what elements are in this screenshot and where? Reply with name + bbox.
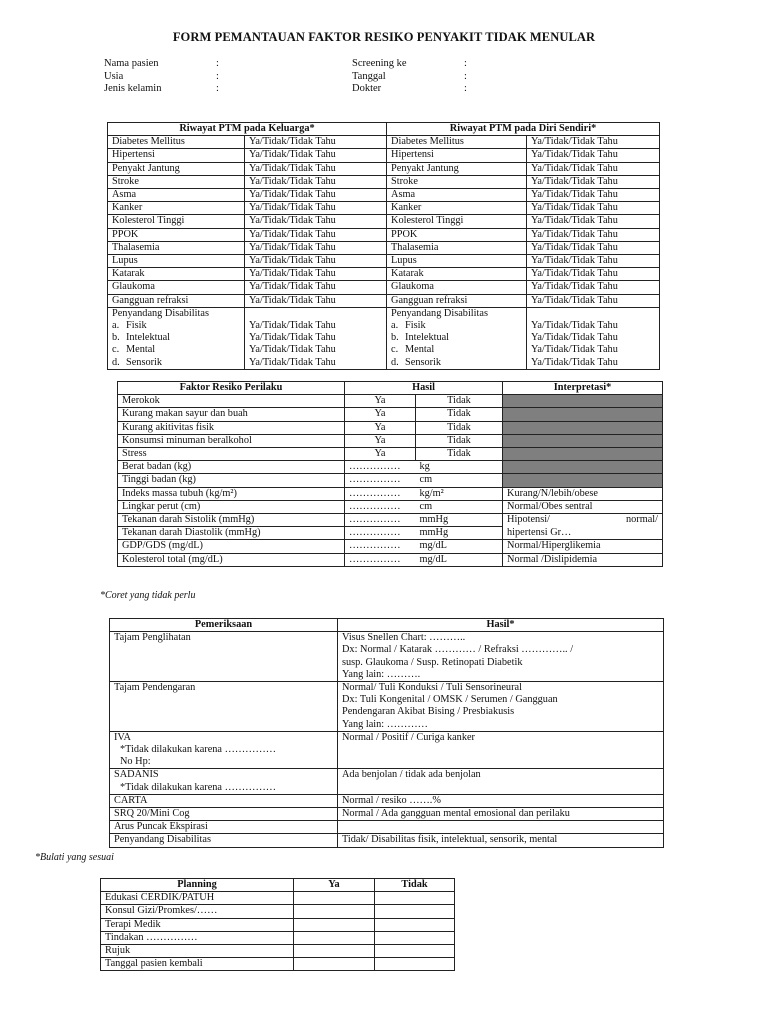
pemeriksaan-hasil-cell[interactable] (338, 682, 664, 732)
riwayat-diri-answer[interactable]: Ya/Tidak/Tidak Tahu (527, 149, 660, 162)
riwayat-keluarga-item: Stroke (108, 175, 245, 188)
hasil-header: Hasil (345, 382, 503, 395)
planning-table (100, 878, 455, 971)
riwayat-diri-header: Riwayat PTM pada Diri Sendiri* (387, 123, 660, 136)
disabilitas-type: Mental (126, 344, 156, 356)
riwayat-keluarga-answer[interactable]: Ya/Tidak/Tidak Tahu (245, 149, 387, 162)
pemeriksaan-row (110, 682, 664, 732)
interpretasi-shaded-cell (503, 408, 663, 421)
riwayat-diri-answer[interactable]: Ya/Tidak/Tidak Tahu (527, 202, 660, 215)
riwayat-diri-item: Kolesterol Tinggi (387, 215, 527, 228)
pengukuran-label: Lingkar perut (cm) (118, 500, 345, 513)
planning-ya-cell[interactable] (294, 945, 375, 958)
pengukuran-label: Berat badan (kg) (118, 461, 345, 474)
interpretasi-shaded-cell (503, 448, 663, 461)
planning-ya-cell[interactable] (294, 892, 375, 905)
riwayat-diri-answer[interactable]: Ya/Tidak/Tidak Tahu (527, 175, 660, 188)
pemeriksaan-hasil-line[interactable]: Normal/ Tuli Konduksi / Tuli Sensorineural (342, 682, 522, 694)
pemeriksaan-label: Tajam Penglihatan (114, 632, 191, 644)
pengukuran-label: Indeks massa tubuh (kg/m²) (118, 487, 345, 500)
disabilitas-answer[interactable]: Ya/Tidak/Tidak Tahu (527, 320, 660, 332)
note-coret: *Coret yang tidak perlu (100, 590, 196, 601)
pengukuran-row (118, 461, 663, 474)
riwayat-row (108, 162, 660, 175)
planning-tidak-cell[interactable] (375, 931, 455, 944)
pengukuran-label: Tekanan darah Diastolik (mmHg) (118, 527, 345, 540)
pemeriksaan-hasil-line[interactable]: Yang lain: ………… (342, 718, 428, 730)
perilaku-row (118, 408, 663, 421)
tidak-option[interactable]: Tidak (416, 421, 503, 434)
riwayat-diri-answer[interactable]: Ya/Tidak/Tidak Tahu (527, 136, 660, 149)
pemeriksaan-label-cell (110, 808, 338, 821)
riwayat-diri-item: Stroke (387, 175, 527, 188)
perilaku-row (118, 434, 663, 447)
ya-option[interactable]: Ya (345, 395, 416, 408)
planning-item: Terapi Medik (101, 918, 294, 931)
interpretasi-shaded-cell (503, 461, 663, 474)
pemeriksaan-hasil-line[interactable]: Tidak/ Disabilitas fisik, intelektual, sensorik, mental (342, 834, 558, 846)
riwayat-diri-item: Diabetes Mellitus (387, 136, 527, 149)
riwayat-row (108, 189, 660, 202)
riwayat-keluarga-answer[interactable]: Ya/Tidak/Tidak Tahu (245, 215, 387, 228)
planning-ya-cell[interactable] (294, 905, 375, 918)
planning-row (101, 958, 455, 971)
disabilitas-marker: c. (112, 344, 120, 356)
interpretasi-header: Interpretasi* (503, 382, 663, 395)
disabilitas-answer[interactable]: Ya/Tidak/Tidak Tahu (527, 344, 660, 356)
pengukuran-dots[interactable]: …………… (345, 461, 416, 474)
tidak-option[interactable]: Tidak (416, 448, 503, 461)
pemeriksaan-label: *Tidak dilakukan karena …………… (120, 781, 277, 793)
disabilitas-label: Penyandang Disabilitas (387, 307, 527, 320)
patient-info-right (352, 58, 478, 96)
planning-ya-cell[interactable] (294, 918, 375, 931)
planning-tidak-cell[interactable] (375, 958, 455, 971)
pemeriksaan-row (110, 808, 664, 821)
riwayat-diri-answer[interactable]: Ya/Tidak/Tidak Tahu (527, 228, 660, 241)
riwayat-keluarga-item: Gangguan refraksi (108, 294, 245, 307)
pengukuran-dots[interactable]: …………… (345, 500, 416, 513)
planning-tidak-header: Tidak (375, 879, 455, 892)
ya-option[interactable]: Ya (345, 421, 416, 434)
pemeriksaan-hasil-line[interactable]: susp. Glaukoma / Susp. Retinopati Diabetik (342, 656, 523, 668)
disabilitas-answer[interactable]: Ya/Tidak/Tidak Tahu (527, 332, 660, 344)
planning-row (101, 945, 455, 958)
pemeriksaan-row (110, 834, 664, 847)
planning-tidak-cell[interactable] (375, 905, 455, 918)
disabilitas-empty (245, 307, 387, 320)
riwayat-diri-item: PPOK (387, 228, 527, 241)
field-label: Dokter (352, 83, 382, 94)
pemeriksaan-hasil-cell[interactable] (338, 821, 664, 834)
interpretasi-text[interactable]: Normal /Dislipidemia (503, 553, 663, 566)
patient-info-row (104, 71, 230, 84)
interpretasi-text[interactable]: hipertensi Gr… (503, 527, 663, 540)
perilaku-label: Konsumsi minuman beralkohol (118, 434, 345, 447)
interpretasi-shaded-cell (503, 434, 663, 447)
pemeriksaan-table (109, 618, 664, 848)
pengukuran-dots[interactable]: …………… (345, 487, 416, 500)
riwayat-diri-answer[interactable]: Ya/Tidak/Tidak Tahu (527, 268, 660, 281)
disabilitas-type: Intelektual (126, 332, 171, 344)
pemeriksaan-hasil-line[interactable]: Pendengaran Akibat Bising / Presbiakusis (342, 706, 515, 718)
pengukuran-unit: mg/dL (416, 540, 503, 553)
pemeriksaan-hasil-cell[interactable] (338, 632, 664, 682)
tidak-option[interactable]: Tidak (416, 408, 503, 421)
pemeriksaan-row (110, 731, 664, 769)
riwayat-keluarga-answer[interactable]: Ya/Tidak/Tidak Tahu (245, 255, 387, 268)
riwayat-row (108, 202, 660, 215)
pemeriksaan-hasil-cell[interactable] (338, 834, 664, 847)
planning-item: Rujuk (101, 945, 294, 958)
pemeriksaan-label-cell (110, 682, 338, 732)
pemeriksaan-label-cell (110, 834, 338, 847)
riwayat-keluarga-answer[interactable]: Ya/Tidak/Tidak Tahu (245, 241, 387, 254)
disabilitas-marker: b. (391, 332, 399, 344)
pemeriksaan-hasil-cell[interactable] (338, 808, 664, 821)
riwayat-diri-item: Gangguan refraksi (387, 294, 527, 307)
pemeriksaan-label: CARTA (114, 794, 148, 806)
perilaku-label: Kurang makan sayur dan buah (118, 408, 345, 421)
planning-ya-cell[interactable] (294, 931, 375, 944)
disabilitas-item (387, 320, 527, 332)
ya-option[interactable]: Ya (345, 448, 416, 461)
pengukuran-unit: cm (416, 500, 503, 513)
disabilitas-marker: d. (112, 356, 120, 368)
planning-header: Planning (101, 879, 294, 892)
riwayat-keluarga-item: Katarak (108, 268, 245, 281)
riwayat-row (108, 268, 660, 281)
planning-tidak-cell[interactable] (375, 892, 455, 905)
interpretasi-text[interactable]: Hipotensi/ (507, 514, 550, 526)
riwayat-diri-item: Hipertensi (387, 149, 527, 162)
riwayat-diri-item: Penyakt Jantung (387, 162, 527, 175)
pemeriksaan-hasil-line[interactable]: Ada benjolan / tidak ada benjolan (342, 769, 481, 781)
pengukuran-row (118, 487, 663, 500)
planning-row (101, 892, 455, 905)
pengukuran-unit: mg/dL (416, 553, 503, 566)
pengukuran-dots[interactable]: …………… (345, 474, 416, 487)
riwayat-row (108, 136, 660, 149)
faktor-header: Faktor Resiko Perilaku (118, 382, 345, 395)
riwayat-disabilitas-header-row (108, 307, 660, 320)
tidak-option[interactable]: Tidak (416, 434, 503, 447)
planning-ya-cell[interactable] (294, 958, 375, 971)
perilaku-row (118, 448, 663, 461)
riwayat-disabilitas-row (108, 320, 660, 332)
pengukuran-dots[interactable]: …………… (345, 514, 416, 527)
planning-item: Konsul Gizi/Promkes/…… (101, 905, 294, 918)
pengukuran-dots[interactable]: …………… (345, 540, 416, 553)
pemeriksaan-hasil-line[interactable]: Yang lain: ………. (342, 668, 421, 680)
disabilitas-answer[interactable]: Ya/Tidak/Tidak Tahu (245, 344, 387, 356)
interpretasi-cell (503, 514, 663, 527)
form-title: FORM PEMANTAUAN FAKTOR RESIKO PENYAKIT TIDAK MENULAR (172, 30, 596, 44)
riwayat-row (108, 149, 660, 162)
planning-row (101, 918, 455, 931)
pemeriksaan-hasil-line[interactable]: Visus Snellen Chart: ……….. (342, 632, 466, 644)
riwayat-keluarga-answer[interactable]: Ya/Tidak/Tidak Tahu (245, 281, 387, 294)
field-label: Tanggal (352, 70, 386, 82)
disabilitas-marker: d. (391, 356, 399, 368)
pemeriksaan-label-cell (110, 731, 338, 769)
disabilitas-item (387, 357, 527, 370)
perilaku-label: Merokok (118, 395, 345, 408)
riwayat-diri-item: Kanker (387, 202, 527, 215)
interpretasi-text[interactable]: Kurang/N/lebih/obese (503, 487, 663, 500)
riwayat-diri-answer[interactable]: Ya/Tidak/Tidak Tahu (527, 189, 660, 202)
riwayat-row (108, 228, 660, 241)
interpretasi-shaded-cell (503, 395, 663, 408)
field-colon[interactable]: : (216, 58, 219, 69)
pemeriksaan-hasil-line[interactable]: Dx: Normal / Katarak ………… / Refraksi ………….. / (342, 644, 574, 656)
riwayat-keluarga-answer[interactable]: Ya/Tidak/Tidak Tahu (245, 228, 387, 241)
field-label: Jenis kelamin (104, 83, 162, 94)
interpretasi-text[interactable]: normal/ (625, 514, 659, 526)
interpretasi-text[interactable]: Normal/Hiperglikemia (503, 540, 663, 553)
disabilitas-type: Intelektual (405, 332, 450, 344)
pengukuran-unit: cm (416, 474, 503, 487)
disabilitas-type: Fisik (126, 320, 147, 332)
field-colon[interactable]: : (464, 58, 467, 69)
perilaku-row (118, 395, 663, 408)
riwayat-table (107, 122, 660, 370)
riwayat-keluarga-item: Kolesterol Tinggi (108, 215, 245, 228)
field-label: Screening ke (352, 58, 407, 69)
pengukuran-unit: mmHg (416, 514, 503, 527)
field-label: Usia (104, 70, 124, 82)
disabilitas-item (387, 332, 527, 344)
pemeriksaan-hasil-line[interactable]: Normal / resiko …….% (342, 794, 441, 806)
pemeriksaan-label-cell (110, 794, 338, 807)
disabilitas-type: Mental (405, 344, 435, 356)
planning-tidak-cell[interactable] (375, 918, 455, 931)
perilaku-label: Stress (118, 448, 345, 461)
riwayat-diri-answer[interactable]: Ya/Tidak/Tidak Tahu (527, 162, 660, 175)
patient-info-row (352, 58, 478, 71)
ya-option[interactable]: Ya (345, 408, 416, 421)
disabilitas-marker: a. (391, 320, 399, 332)
pengukuran-unit: kg (416, 461, 503, 474)
field-colon[interactable]: : (216, 83, 219, 94)
pemeriksaan-header: Pemeriksaan (110, 619, 338, 632)
disabilitas-answer[interactable]: Ya/Tidak/Tidak Tahu (245, 320, 387, 332)
pengukuran-label: Tinggi badan (kg) (118, 474, 345, 487)
riwayat-disabilitas-row (108, 332, 660, 344)
riwayat-row (108, 241, 660, 254)
pemeriksaan-label: SADANIS (114, 769, 159, 781)
riwayat-keluarga-item: Kanker (108, 202, 245, 215)
disabilitas-type: Fisik (405, 320, 426, 332)
field-label: Nama pasien (104, 58, 159, 69)
riwayat-diri-item: Thalasemia (387, 241, 527, 254)
riwayat-row (108, 175, 660, 188)
perilaku-label: Kurang akitivitas fisik (118, 421, 345, 434)
pengukuran-unit: kg/m² (416, 487, 503, 500)
riwayat-keluarga-item: Penyakt Jantung (108, 162, 245, 175)
pengukuran-label: Kolesterol total (mg/dL) (118, 553, 345, 566)
pengukuran-label: Tekanan darah Sistolik (mmHg) (118, 514, 345, 527)
disabilitas-item (387, 344, 527, 356)
pemeriksaan-row (110, 794, 664, 807)
patient-info-row (352, 71, 478, 84)
planning-item: Tindakan …………… (101, 931, 294, 944)
pemeriksaan-label: No Hp: (120, 756, 151, 768)
riwayat-row (108, 255, 660, 268)
pengukuran-row (118, 474, 663, 487)
pemeriksaan-hasil-line[interactable]: Dx: Tuli Kongenital / OMSK / Serumen / Gangguan (342, 694, 558, 706)
riwayat-diri-answer[interactable]: Ya/Tidak/Tidak Tahu (527, 241, 660, 254)
riwayat-keluarga-answer[interactable]: Ya/Tidak/Tidak Tahu (245, 189, 387, 202)
riwayat-disabilitas-row (108, 344, 660, 356)
pengukuran-row (118, 527, 663, 540)
pemeriksaan-label: IVA (114, 731, 131, 743)
pemeriksaan-label: *Tidak dilakukan karena …………… (120, 744, 277, 756)
pemeriksaan-hasil-cell[interactable] (338, 769, 664, 794)
riwayat-keluarga-item: PPOK (108, 228, 245, 241)
field-colon[interactable]: : (216, 70, 219, 82)
ya-option[interactable]: Ya (345, 434, 416, 447)
disabilitas-answer[interactable]: Ya/Tidak/Tidak Tahu (245, 332, 387, 344)
interpretasi-shaded-cell (503, 474, 663, 487)
field-colon[interactable]: : (464, 70, 467, 82)
disabilitas-item (108, 332, 245, 344)
field-colon[interactable]: : (464, 83, 467, 94)
pemeriksaan-hasil-cell[interactable] (338, 794, 664, 807)
planning-item: Tanggal pasien kembali (101, 958, 294, 971)
pemeriksaan-row (110, 821, 664, 834)
disabilitas-answer[interactable]: Ya/Tidak/Tidak Tahu (245, 357, 387, 370)
planning-tidak-cell[interactable] (375, 945, 455, 958)
riwayat-disabilitas-row (108, 357, 660, 370)
pemeriksaan-hasil-line[interactable]: Normal / Positif / Curiga kanker (342, 731, 475, 743)
riwayat-row (108, 215, 660, 228)
pemeriksaan-label: Penyandang Disabilitas (114, 834, 211, 846)
disabilitas-label: Penyandang Disabilitas (108, 307, 245, 320)
riwayat-diri-item: Katarak (387, 268, 527, 281)
patient-info-row (104, 58, 230, 71)
riwayat-keluarga-item: Hipertensi (108, 149, 245, 162)
pengukuran-label: GDP/GDS (mg/dL) (118, 540, 345, 553)
perilaku-row (118, 421, 663, 434)
disabilitas-item (108, 320, 245, 332)
pemeriksaan-label: Arus Puncak Ekspirasi (114, 821, 208, 833)
pengukuran-row (118, 553, 663, 566)
pemeriksaan-hasil-line[interactable] (342, 821, 659, 833)
riwayat-diri-answer[interactable]: Ya/Tidak/Tidak Tahu (527, 215, 660, 228)
riwayat-diri-answer[interactable]: Ya/Tidak/Tidak Tahu (527, 281, 660, 294)
patient-info-row (104, 83, 230, 96)
pemeriksaan-hasil-header: Hasil* (338, 619, 664, 632)
riwayat-keluarga-item: Thalasemia (108, 241, 245, 254)
riwayat-keluarga-item: Glaukoma (108, 281, 245, 294)
patient-info-left (104, 58, 230, 96)
planning-row (101, 905, 455, 918)
disabilitas-answer[interactable]: Ya/Tidak/Tidak Tahu (527, 357, 660, 370)
riwayat-keluarga-answer[interactable]: Ya/Tidak/Tidak Tahu (245, 294, 387, 307)
disabilitas-marker: a. (112, 320, 120, 332)
riwayat-keluarga-answer[interactable]: Ya/Tidak/Tidak Tahu (245, 162, 387, 175)
pemeriksaan-label: Tajam Pendengaran (114, 682, 196, 694)
pengukuran-dots[interactable]: …………… (345, 527, 416, 540)
interpretasi-shaded-cell (503, 421, 663, 434)
pengukuran-row (118, 540, 663, 553)
riwayat-keluarga-answer[interactable]: Ya/Tidak/Tidak Tahu (245, 136, 387, 149)
riwayat-diri-item: Glaukoma (387, 281, 527, 294)
riwayat-row (108, 281, 660, 294)
patient-info-row (352, 83, 478, 96)
pengukuran-unit: mmHg (416, 527, 503, 540)
disabilitas-marker: c. (391, 344, 399, 356)
pemeriksaan-row (110, 769, 664, 794)
interpretasi-text[interactable]: Normal/Obes sentral (503, 500, 663, 513)
riwayat-keluarga-answer[interactable]: Ya/Tidak/Tidak Tahu (245, 202, 387, 215)
riwayat-diri-answer[interactable]: Ya/Tidak/Tidak Tahu (527, 255, 660, 268)
disabilitas-item (108, 344, 245, 356)
pemeriksaan-label-cell (110, 769, 338, 794)
pemeriksaan-hasil-line[interactable]: Normal / Ada gangguan mental emosional dan perilaku (342, 808, 570, 820)
riwayat-keluarga-item: Lupus (108, 255, 245, 268)
disabilitas-empty (527, 307, 660, 320)
riwayat-keluarga-answer[interactable]: Ya/Tidak/Tidak Tahu (245, 268, 387, 281)
riwayat-keluarga-answer[interactable]: Ya/Tidak/Tidak Tahu (245, 175, 387, 188)
faktor-resiko-table (117, 381, 663, 567)
riwayat-diri-item: Lupus (387, 255, 527, 268)
planning-row (101, 931, 455, 944)
disabilitas-item (108, 357, 245, 370)
pengukuran-row (118, 500, 663, 513)
planning-item: Edukasi CERDIK/PATUH (101, 892, 294, 905)
pemeriksaan-label-cell (110, 632, 338, 682)
pemeriksaan-label-cell (110, 821, 338, 834)
disabilitas-type: Sensorik (405, 356, 442, 368)
riwayat-keluarga-header: Riwayat PTM pada Keluarga* (108, 123, 387, 136)
pemeriksaan-hasil-cell[interactable] (338, 731, 664, 769)
pengukuran-dots[interactable]: …………… (345, 553, 416, 566)
riwayat-diri-item: Asma (387, 189, 527, 202)
riwayat-diri-answer[interactable]: Ya/Tidak/Tidak Tahu (527, 294, 660, 307)
riwayat-keluarga-item: Diabetes Mellitus (108, 136, 245, 149)
riwayat-keluarga-item: Asma (108, 189, 245, 202)
pemeriksaan-row (110, 632, 664, 682)
planning-ya-header: Ya (294, 879, 375, 892)
disabilitas-type: Sensorik (126, 356, 163, 368)
pengukuran-row (118, 514, 663, 527)
pemeriksaan-label: SRQ 20/Mini Cog (114, 808, 190, 820)
tidak-option[interactable]: Tidak (416, 395, 503, 408)
riwayat-row (108, 294, 660, 307)
note-bulati: *Bulati yang sesuai (35, 852, 114, 863)
disabilitas-marker: b. (112, 332, 120, 344)
